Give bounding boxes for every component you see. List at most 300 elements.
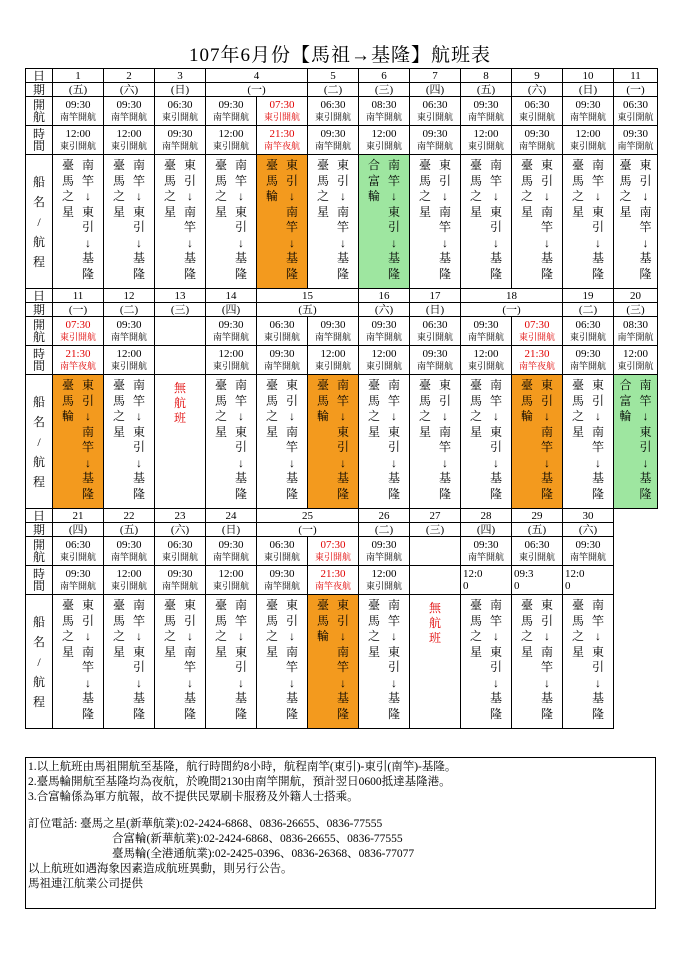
second-leg <box>53 126 104 155</box>
weekday: (日) <box>563 83 614 97</box>
ship-route <box>461 375 512 509</box>
route-char: 東 <box>82 598 95 612</box>
route-char: 南 <box>286 644 299 659</box>
ship-char: 之 <box>571 629 584 643</box>
route-char: 基 <box>388 691 401 705</box>
route-char: 竿 <box>490 393 503 408</box>
ship-char: 馬 <box>163 173 176 188</box>
departure <box>257 317 308 346</box>
ship-route-route <box>640 378 652 502</box>
departure-sub: 東引開航 <box>314 552 351 562</box>
ship-route-route <box>82 598 94 722</box>
route-char: ↓ <box>289 409 295 423</box>
route-char: 竿 <box>439 440 452 454</box>
route-char: 南 <box>235 378 248 392</box>
second-leg <box>614 126 658 155</box>
second-leg <box>461 126 512 155</box>
route-char: 南 <box>133 378 146 392</box>
ship-char: 星 <box>214 424 227 439</box>
route-char: ↓ <box>238 629 244 643</box>
ship-char: 臺 <box>469 158 482 172</box>
ship-route-ship-name <box>113 158 125 282</box>
route-char: 隆 <box>337 266 350 281</box>
route-char: 東 <box>133 644 146 659</box>
weekday: (五) <box>461 83 512 97</box>
ship-char: 馬 <box>520 173 533 188</box>
route-char: 東 <box>388 644 401 659</box>
route-char: 引 <box>235 440 248 454</box>
ship-char: 星 <box>61 204 74 219</box>
ship-char: 之 <box>469 189 482 203</box>
route-char: 竿 <box>639 220 652 234</box>
ship-route-ship-name <box>470 598 482 722</box>
second-leg-time: 12:0 <box>565 568 585 580</box>
route-char: ↓ <box>289 455 295 470</box>
route-char: 南 <box>541 424 554 439</box>
ship-char: 之 <box>316 189 329 203</box>
route-char: 竿 <box>82 173 95 188</box>
second-leg-sub: 東引開航 <box>212 581 249 591</box>
label-ship-route-char: 航 <box>32 234 45 249</box>
route-char: 隆 <box>184 706 197 721</box>
ship-route <box>308 375 359 509</box>
ship-char: 之 <box>571 189 584 203</box>
label-day: 日 <box>26 509 53 523</box>
second-leg-time: 09:30 <box>575 348 601 360</box>
ship-char: 之 <box>469 629 482 643</box>
ship-route <box>206 155 257 289</box>
route-char: 引 <box>541 613 554 628</box>
departure-time: 07:30 <box>65 319 91 331</box>
route-char: 基 <box>592 471 605 485</box>
departure <box>512 537 563 566</box>
departure-sub: 東引開航 <box>416 332 453 342</box>
route-char: 南 <box>82 158 95 172</box>
ship-char: 臺 <box>214 158 227 172</box>
day-number: 11 <box>614 69 658 83</box>
departure-time: 06:30 <box>422 99 448 111</box>
label-time <box>26 346 53 375</box>
label-depart <box>26 97 53 126</box>
ship-char: 臺 <box>316 158 329 172</box>
ship-route-ship-name <box>619 378 631 502</box>
no-service-char: 無 <box>173 381 186 395</box>
route-char: 東 <box>592 204 605 219</box>
ship-route-ship-name <box>62 378 74 502</box>
ship-char: 之 <box>61 629 74 643</box>
ship-route <box>512 595 563 729</box>
second-leg <box>512 346 563 375</box>
day-number: 22 <box>104 509 155 523</box>
route-char: 隆 <box>235 266 248 281</box>
second-leg-time: 12:00 <box>218 348 244 360</box>
weekday: (二) <box>563 303 614 317</box>
route-char: 東 <box>184 598 197 612</box>
departure <box>206 537 257 566</box>
weekday: (一) <box>53 303 104 317</box>
day-number: 30 <box>563 509 614 523</box>
route-char: ↓ <box>493 409 499 423</box>
route-char: 引 <box>541 393 554 408</box>
second-leg-sub: 東引開航 <box>467 141 504 151</box>
route-char: 基 <box>639 471 652 485</box>
departure-sub: 東引開航 <box>314 112 351 122</box>
ship-route <box>53 155 104 289</box>
ship-char: 臺 <box>571 378 584 392</box>
ship-char: 馬 <box>469 393 482 408</box>
route-char: 東 <box>235 644 248 659</box>
departure-sub: 南竿開航 <box>617 332 654 342</box>
departure <box>563 537 614 566</box>
ship-route-ship-name <box>62 158 74 282</box>
second-leg-time: 09:30 <box>167 128 193 140</box>
second-leg <box>563 566 614 595</box>
route-char: 東 <box>541 158 554 172</box>
departure <box>206 97 257 126</box>
ship-char: 臺 <box>367 378 380 392</box>
weekday: (日) <box>155 83 206 97</box>
ship-route-route <box>184 598 196 722</box>
route-char: 竿 <box>184 220 197 234</box>
ship-route-ship-name <box>572 158 584 282</box>
ship-route <box>410 595 461 729</box>
route-char: 基 <box>235 691 248 705</box>
ship-char: 輪 <box>316 409 329 423</box>
second-leg-sub: 東引開航 <box>617 361 654 371</box>
departure-empty <box>410 537 461 566</box>
route-char: 基 <box>639 251 652 265</box>
departure-sub: 東引開航 <box>161 552 198 562</box>
ship-char: 馬 <box>619 173 632 188</box>
route-char: 竿 <box>235 173 248 188</box>
second-leg-sub: 南竿開航 <box>617 141 654 151</box>
second-leg-sub: 東引開航 <box>212 141 249 151</box>
departure-sub: 南竿開航 <box>110 332 147 342</box>
route-char: 基 <box>592 251 605 265</box>
second-leg <box>53 566 104 595</box>
route-char: 東 <box>388 204 401 219</box>
label-time-char: 時 <box>32 567 45 581</box>
page-title: 107年6月份【馬祖→基隆】航班表 <box>188 45 491 66</box>
route-char: 竿 <box>337 393 350 408</box>
second-leg-time: 12:00 <box>320 348 346 360</box>
route-char: 基 <box>82 251 95 265</box>
route-char: ↓ <box>391 189 397 203</box>
route-char: 基 <box>490 251 503 265</box>
route-char: ↓ <box>493 455 499 470</box>
second-leg-sub: 東引開航 <box>365 361 402 371</box>
ship-char: 馬 <box>367 393 380 408</box>
second-leg <box>104 126 155 155</box>
route-char: 東 <box>184 158 197 172</box>
second-leg-sub: 南竿開航 <box>314 141 351 151</box>
second-leg <box>206 126 257 155</box>
route-char: 引 <box>639 440 652 454</box>
route-char: 竿 <box>541 440 554 454</box>
route-char: 南 <box>184 644 197 659</box>
route-char: 竿 <box>639 393 652 408</box>
route-char: ↓ <box>340 235 346 250</box>
departure-sub: 南竿開航 <box>365 112 402 122</box>
ship-char: 馬 <box>367 613 380 628</box>
second-leg <box>308 566 359 595</box>
route-char: 引 <box>337 173 350 188</box>
ship-char: 之 <box>265 629 278 643</box>
route-char: 引 <box>490 440 503 454</box>
route-char: 東 <box>592 378 605 392</box>
route-char: 南 <box>541 204 554 219</box>
departure-time: 06:30 <box>575 319 601 331</box>
notes-box <box>25 757 656 909</box>
route-char: 南 <box>133 598 146 612</box>
route-char: ↓ <box>340 409 346 423</box>
route-char: 隆 <box>490 486 503 501</box>
second-leg-time: 12:00 <box>218 568 244 580</box>
route-char: 南 <box>592 424 605 439</box>
ship-char: 之 <box>469 409 482 423</box>
departure-time: 09:30 <box>116 99 142 111</box>
second-leg-sub: 東引開航 <box>110 361 147 371</box>
ship-char: 馬 <box>571 613 584 628</box>
departure-time: 06:30 <box>320 99 346 111</box>
label-ship-route-char: 程 <box>32 254 45 269</box>
label-depart-char: 航 <box>32 330 45 344</box>
departure-time: 06:30 <box>269 539 295 551</box>
route-char: ↓ <box>391 409 397 423</box>
ship-route-route <box>235 158 247 282</box>
second-leg <box>359 566 410 595</box>
ship-route-ship-name <box>419 158 431 282</box>
route-char: 基 <box>490 471 503 485</box>
route-char: 引 <box>388 660 401 674</box>
ship-route-route <box>337 378 349 502</box>
second-leg <box>563 346 614 375</box>
route-char: 東 <box>639 424 652 439</box>
ship-route-ship-name <box>317 158 329 282</box>
route-char: 東 <box>337 158 350 172</box>
route-char: ↓ <box>85 455 91 470</box>
second-leg-time: 09:30 <box>622 128 649 140</box>
route-char: ↓ <box>493 629 499 643</box>
day-number: 1 <box>53 69 104 83</box>
label-time-char: 間 <box>32 579 45 593</box>
ship-char: 馬 <box>214 613 227 628</box>
second-leg <box>155 566 206 595</box>
departure <box>512 317 563 346</box>
second-leg-time: 09:3 <box>514 568 534 580</box>
route-char: 竿 <box>592 613 605 628</box>
route-char: ↓ <box>595 189 601 203</box>
ship-route <box>155 595 206 729</box>
route-char: ↓ <box>238 675 244 690</box>
ship-char: 富 <box>619 393 632 408</box>
route-char: 東 <box>82 378 95 392</box>
route-char: ↓ <box>238 235 244 250</box>
route-char: 南 <box>235 158 248 172</box>
route-char: 引 <box>133 660 146 674</box>
second-leg <box>104 346 155 375</box>
route-char: 竿 <box>541 220 554 234</box>
second-leg <box>461 566 512 595</box>
route-char: 竿 <box>388 613 401 628</box>
second-leg-empty <box>410 566 461 595</box>
ship-char: 之 <box>112 629 125 643</box>
route-char: 引 <box>439 393 452 408</box>
departure <box>155 537 206 566</box>
route-char: 隆 <box>286 706 299 721</box>
label-ship-route-char: 名 <box>32 414 45 429</box>
route-char: 隆 <box>541 266 554 281</box>
route-char: ↓ <box>85 235 91 250</box>
booking-phone-3: 臺馬輪(全港通航業):02-2425-0396、0836-26368、0836-77077 <box>112 848 415 860</box>
route-char: 隆 <box>388 706 401 721</box>
route-char: ↓ <box>238 189 244 203</box>
route-char: 隆 <box>133 706 146 721</box>
departure-time: 06:30 <box>524 539 550 551</box>
route-char: 引 <box>592 220 605 234</box>
route-char: 竿 <box>286 440 299 454</box>
departure-time: 07:30 <box>320 539 346 551</box>
ship-char: 星 <box>571 204 584 219</box>
ship-route-ship-name <box>470 378 482 502</box>
route-char: 東 <box>388 424 401 439</box>
ship-char: 臺 <box>112 158 125 172</box>
second-leg-time: 09:30 <box>422 348 448 360</box>
ship-char: 輪 <box>316 629 329 643</box>
departure-sub: 南竿開航 <box>314 332 351 342</box>
departure-sub: 南竿開航 <box>467 112 504 122</box>
departure-sub: 南竿開航 <box>569 112 606 122</box>
departure-sub: 東引開航 <box>59 332 96 342</box>
second-leg-time: 12:00 <box>622 348 649 360</box>
weekday: (六) <box>104 83 155 97</box>
ship-char: 馬 <box>61 173 74 188</box>
departure-sub: 南竿開航 <box>110 552 147 562</box>
day-number: 25 <box>257 509 359 523</box>
departure-time: 09:30 <box>65 99 91 111</box>
second-leg <box>257 566 308 595</box>
ship-route <box>53 375 104 509</box>
ship-route-route <box>439 158 451 282</box>
departure-time: 08:30 <box>622 319 649 331</box>
ship-route-ship-name <box>521 158 533 282</box>
ship-char: 星 <box>469 424 482 439</box>
ship-char: 星 <box>163 644 176 659</box>
route-char: ↓ <box>289 189 295 203</box>
ship-char: 馬 <box>316 393 329 408</box>
route-char: 引 <box>439 173 452 188</box>
departure <box>614 97 658 126</box>
route-char: 竿 <box>592 173 605 188</box>
route-char: 竿 <box>388 173 401 188</box>
second-leg-sub: 南竿開航 <box>518 141 555 151</box>
ship-char: 臺 <box>163 598 176 612</box>
route-char: 南 <box>337 378 350 392</box>
route-char: ↓ <box>136 189 142 203</box>
route-char: ↓ <box>340 629 346 643</box>
day-number: 26 <box>359 509 410 523</box>
weekday: (二) <box>359 523 410 537</box>
route-char: 隆 <box>592 486 605 501</box>
departure-time: 09:30 <box>575 539 601 551</box>
ship-route-route <box>541 158 553 282</box>
second-leg <box>257 126 308 155</box>
ship-char: 馬 <box>61 613 74 628</box>
route-char: 隆 <box>286 486 299 501</box>
route-char: ↓ <box>238 455 244 470</box>
route-char: 南 <box>490 598 503 612</box>
day-number: 20 <box>614 289 658 303</box>
route-char: 南 <box>82 424 95 439</box>
route-char: 引 <box>541 173 554 188</box>
second-leg-sub: 南竿開航 <box>263 581 300 591</box>
departure-time: 09:30 <box>320 319 346 331</box>
route-char: 竿 <box>235 393 248 408</box>
departure-sub: 東引開航 <box>59 552 96 562</box>
route-char: 竿 <box>82 660 95 674</box>
weekday: (四) <box>206 303 257 317</box>
route-char: 東 <box>235 204 248 219</box>
ship-route-ship-name <box>113 378 125 502</box>
route-char: ↓ <box>642 409 649 423</box>
ship-char: 星 <box>469 204 482 219</box>
weekday: (二) <box>104 303 155 317</box>
label-day: 日 <box>26 289 53 303</box>
ship-route-ship-name <box>419 378 431 502</box>
route-char: 基 <box>133 691 146 705</box>
route-char: 隆 <box>235 706 248 721</box>
route-char: 南 <box>235 598 248 612</box>
weekday: (二) <box>308 83 359 97</box>
second-leg-time: 12:00 <box>116 348 142 360</box>
ship-char: 馬 <box>418 173 431 188</box>
label-ship-route-char: 航 <box>32 454 45 469</box>
ship-char: 馬 <box>265 613 278 628</box>
departure <box>614 317 658 346</box>
ship-char: 之 <box>163 629 176 643</box>
no-service-char: 航 <box>428 616 441 630</box>
route-char: 南 <box>639 378 652 392</box>
route-char: 引 <box>639 173 652 188</box>
booking-phone-1: 訂位電話: 臺馬之星(新華航業):02-2424-6868、0836-26655、0836-77555 <box>28 818 383 830</box>
departure <box>359 317 410 346</box>
route-char: ↓ <box>493 235 499 250</box>
departure-time: 09:30 <box>473 539 499 551</box>
second-leg-time: 12:00 <box>371 348 397 360</box>
route-char: 隆 <box>639 266 652 281</box>
second-leg-time: 21:30 <box>320 568 346 580</box>
departure-sub: 東引開航 <box>161 112 198 122</box>
label-ship-route-char: 程 <box>32 474 45 489</box>
route-char: 東 <box>133 204 146 219</box>
ship-char: 馬 <box>469 613 482 628</box>
second-leg-time: 0 <box>565 580 571 592</box>
route-char: 東 <box>639 158 652 172</box>
departure <box>461 317 512 346</box>
route-char: 竿 <box>490 173 503 188</box>
route-char: 東 <box>133 424 146 439</box>
label-ship-route-char: / <box>37 434 41 449</box>
ship-route-no-service <box>410 598 460 646</box>
departure-time: 06:30 <box>269 319 295 331</box>
route-char: ↓ <box>85 629 91 643</box>
ship-route <box>359 375 410 509</box>
weekday: (三) <box>155 303 206 317</box>
route-char: ↓ <box>391 675 397 690</box>
second-leg-time: 12:00 <box>218 128 244 140</box>
ship-route-route <box>235 378 247 502</box>
second-leg-sub: 南竿開航 <box>161 581 198 591</box>
